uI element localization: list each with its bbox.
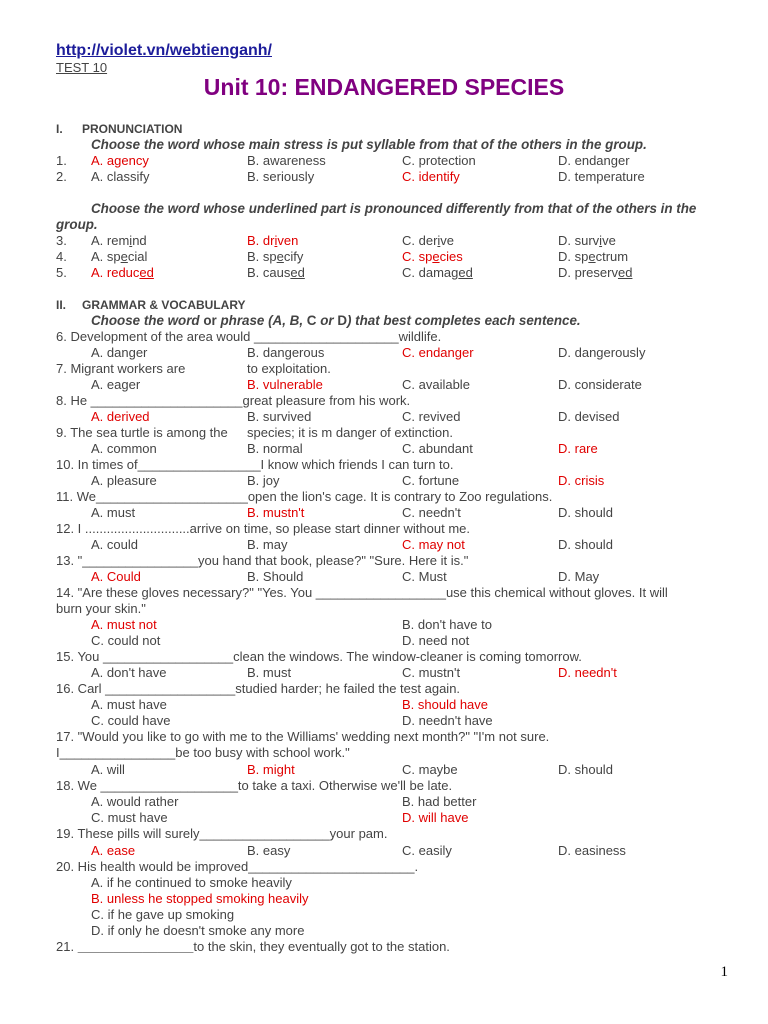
option-c: C. damaged — [402, 265, 473, 280]
question-stem: 17. "Would you like to go with me to the Williams' wedding next month?" "I'm not sure. — [56, 729, 550, 744]
answer-row: A. must B. mustn't C. needn't D. should — [91, 505, 613, 520]
question-stem: 10. In times of_________________I know which friends I can turn to. — [56, 457, 454, 472]
instruction-sound — [56, 201, 736, 233]
answer-row: A. eager B. vulnerable C. available D. considerate — [91, 377, 642, 392]
section-title: GRAMMAR & VOCABULARY — [82, 298, 246, 312]
answer-row: A. must not B. don't have to — [91, 617, 492, 632]
option-d: D. preserved — [558, 265, 633, 280]
answer-row: C. could not D. need not — [91, 633, 470, 648]
answer-row: A. will B. might C. maybe D. should — [91, 762, 613, 777]
answer-row: C. if he gave up smoking — [91, 907, 235, 922]
question-stem: 14. "Are these gloves necessary?" "Yes. You __________________use this chemical without gloves. It will — [56, 585, 668, 600]
question-row — [56, 265, 736, 281]
option-a: A. classify — [91, 169, 150, 184]
answer-row: A. must have B. should have — [91, 697, 489, 712]
option-d: D. survive — [558, 233, 616, 248]
option-b: B. specify — [247, 249, 304, 264]
question-stem: 8. He _____________________great pleasure from his work. — [56, 393, 411, 408]
question-stem: 20. His health would be improved_______________________. — [56, 859, 419, 874]
answer-row: A. Could B. Should C. Must D. May — [91, 569, 600, 584]
section-number: II. — [56, 298, 67, 312]
question-stem: 6. Development of the area would ____________________wildlife. — [56, 329, 442, 344]
question-number: 4. — [56, 249, 67, 264]
option-a: A. reduced — [91, 265, 154, 280]
option-b: B. seriously — [247, 169, 315, 184]
option-c: C. derive — [402, 233, 455, 248]
section-heading-grammar — [56, 297, 736, 313]
question-row — [56, 169, 736, 185]
option-d: D. spectrum — [558, 249, 629, 264]
option-d: D. temperature — [558, 169, 645, 184]
answer-row: C. could have D. needn't have — [91, 713, 493, 728]
answer-row: A. if he continued to smoke heavily — [91, 875, 292, 890]
answer-row: D. if only he doesn't smoke any more — [91, 923, 305, 938]
section-number: I. — [56, 122, 63, 136]
section-heading-pronunciation — [56, 121, 736, 137]
answer-row: A. don't have B. must C. mustn't D. needn't — [91, 665, 617, 680]
page-number: 1 — [720, 964, 728, 980]
option-c: C. species — [402, 249, 463, 264]
question-row — [56, 153, 736, 169]
answer-row: A. would rather B. had better — [91, 794, 477, 809]
question-number: 3. — [56, 233, 67, 248]
answer-row: A. common B. normal C. abundant D. rare — [91, 441, 598, 456]
answer-row: B. unless he stopped smoking heavily — [91, 891, 309, 906]
option-c: C. protection — [402, 153, 476, 168]
answer-row: A. could B. may C. may not D. should — [91, 537, 613, 552]
question-stem: 9. The sea turtle is among the species; it is m danger of extinction. — [56, 425, 453, 440]
question-stem: 15. You __________________clean the windows. The window-cleaner is coming tomorrow. — [56, 649, 582, 664]
question-row — [56, 249, 736, 265]
question-stem: 21. ________________to the skin, they eventually got to the station. — [56, 939, 450, 954]
answer-row: A. derived B. survived C. revived D. devised — [91, 409, 620, 424]
answer-row: C. must have D. will have — [91, 810, 469, 825]
question-stem: 16. Carl __________________studied harder; he failed the test again. — [56, 681, 461, 696]
answer-row: A. danger B. dangerous C. endanger D. dangerously — [91, 345, 646, 360]
question-number: 2. — [56, 169, 67, 184]
test-label: TEST 10 — [56, 60, 108, 75]
question-stem-cont: burn your skin." — [56, 601, 146, 616]
question-stem: 19. These pills will surely__________________your pam. — [56, 826, 388, 841]
question-stem: 13. "________________you hand that book, please?" "Sure. Here it is." — [56, 553, 469, 568]
option-c: C. identify — [402, 169, 460, 184]
option-a: A. agency — [91, 153, 149, 168]
option-a: A. remind — [91, 233, 147, 248]
instruction-text: Choose the word whose main stress is put syllable from that of the others in the group. — [91, 137, 647, 152]
question-stem: 18. We ___________________to take a taxi. Otherwise we'll be late. — [56, 778, 453, 793]
question-stem: 11. We_____________________open the lion's cage. It is contrary to Zoo regulations. — [56, 489, 553, 504]
instruction-grammar: Choose the word or phrase (A, B, C or D) that best completes each sentence. — [91, 313, 581, 328]
question-stem: 12. I .............................arrive on time, so please start dinner without me. — [56, 521, 471, 536]
page-title: Unit 10: ENDANGERED SPECIES — [203, 74, 565, 100]
option-d: D. endanger — [558, 153, 630, 168]
answer-row: A. ease B. easy C. easily D. easiness — [91, 843, 626, 858]
section-title: PRONUNCIATION — [82, 122, 183, 136]
answer-row: A. pleasure B. joy C. fortune D. crisis — [91, 473, 605, 488]
option-b: B. caused — [247, 265, 305, 280]
question-number: 5. — [56, 265, 67, 280]
option-b: B. driven — [247, 233, 299, 248]
question-number: 1. — [56, 153, 67, 168]
question-row — [56, 233, 736, 249]
source-link[interactable]: http://violet.vn/webtienganh/ — [56, 42, 272, 59]
question-stem-cont: I________________be too busy with school work." — [56, 745, 350, 760]
option-a: A. special — [91, 249, 148, 264]
instruction-text: Choose the word whose underlined part is pronounced differently from that of the others in the group. — [56, 201, 697, 232]
question-stem: 7. Migrant workers are to exploitation. — [56, 361, 331, 376]
option-b: B. awareness — [247, 153, 326, 168]
instruction-stress — [56, 137, 736, 153]
